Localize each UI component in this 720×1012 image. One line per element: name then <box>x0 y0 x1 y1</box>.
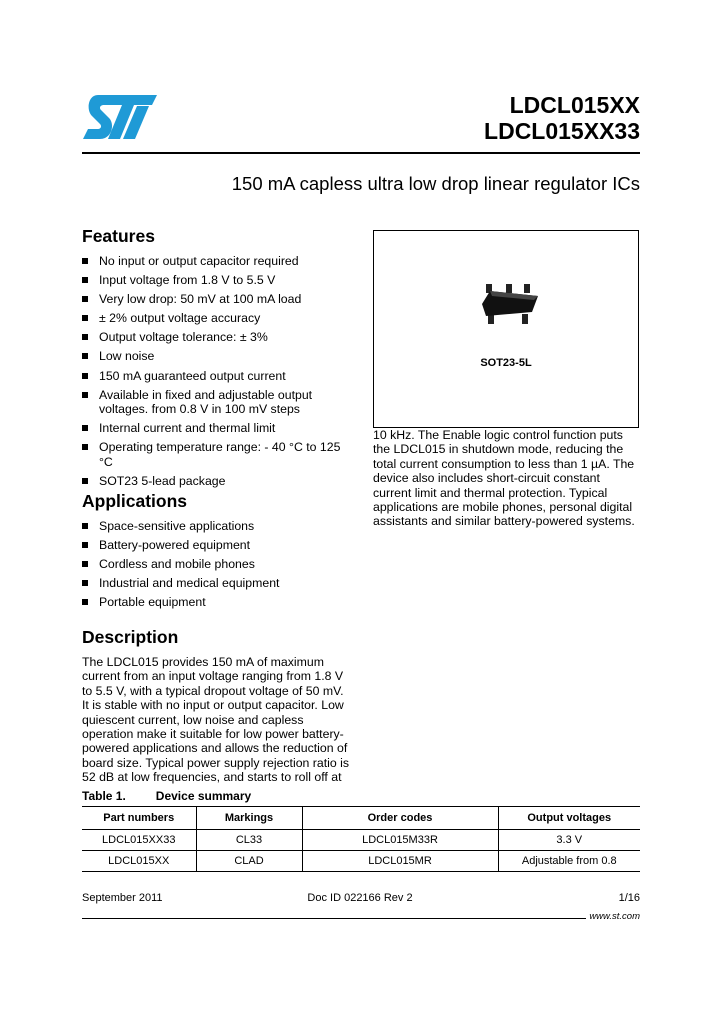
table-cell: 3.3 V <box>498 830 640 851</box>
bullet-icon <box>82 580 88 586</box>
description-right-text: 10 kHz. The Enable logic control function puts the LDCL015 in shutdown mode, reducing the total current consumption to less than 1 µA. The device also includes short-circuit constant current limit and thermal protection. Typical applications are mobile phones, personal digital assistants and similar battery-powered systems. <box>373 428 635 529</box>
features-list <box>82 254 352 488</box>
bullet-icon <box>82 258 88 264</box>
bullet-icon <box>82 392 88 398</box>
bullet-icon <box>82 334 88 340</box>
bullet-icon <box>82 296 88 302</box>
description-left-text: The LDCL015 provides 150 mA of maximum current from an input voltage ranging from 1.8 V to 5.5 V, with a typical dropout voltage of 50 mV. It is stable with no input or output capacitor. Low quiescent current, low noise and capless operation make it suitable for low power battery-powered applications and allows the reduction of board size. Typical power supply rejection ratio is 52 dB at low frequencies, and starts to roll off at <box>82 655 350 785</box>
description-heading: Description <box>82 627 179 647</box>
list-item: SOT23 5-lead package <box>82 474 352 489</box>
list-item: Available in fixed and adjustable output voltages. from 0.8 V in 100 mV steps <box>82 388 352 417</box>
table-cell: LDCL015M33R <box>302 830 498 851</box>
bullet-icon <box>82 315 88 321</box>
bullet-icon <box>82 523 88 529</box>
table-cell: CL33 <box>196 830 302 851</box>
bullet-icon <box>82 277 88 283</box>
table-cell: Adjustable from 0.8 <box>498 851 640 872</box>
bullet-icon <box>82 478 88 484</box>
footer-rule <box>82 918 640 919</box>
list-item: Cordless and mobile phones <box>82 557 352 572</box>
table-cell: LDCL015MR <box>302 851 498 872</box>
list-item: Space-sensitive applications <box>82 519 352 534</box>
list-item: Low noise <box>82 349 352 364</box>
header-rule <box>82 152 640 154</box>
table-title: Device summary <box>155 789 252 803</box>
st-logo <box>82 94 158 140</box>
header-part-numbers: Part numbers <box>82 807 196 830</box>
list-item: Industrial and medical equipment <box>82 576 352 591</box>
sot23-package-icon <box>478 282 542 326</box>
footer-doc-id: Doc ID 022166 Rev 2 <box>307 892 413 904</box>
bullet-icon <box>82 425 88 431</box>
table-label: Table 1. <box>82 789 126 803</box>
table-cell: LDCL015XX33 <box>82 830 196 851</box>
list-item: Output voltage tolerance: ± 3% <box>82 330 352 345</box>
features-heading: Features <box>82 226 155 246</box>
list-item: Battery-powered equipment <box>82 538 352 553</box>
list-item: 150 mA guaranteed output current <box>82 369 352 384</box>
bullet-icon <box>82 561 88 567</box>
list-item: Internal current and thermal limit <box>82 421 352 436</box>
package-label: SOT23-5L <box>480 357 532 369</box>
table-header-row <box>82 807 640 830</box>
table-caption <box>82 789 251 803</box>
list-item: ± 2% output voltage accuracy <box>82 311 352 326</box>
header-output-voltages: Output voltages <box>498 807 640 830</box>
list-item: Operating temperature range: - 40 °C to 125 °C <box>82 440 352 469</box>
bullet-icon <box>82 444 88 450</box>
list-item: Very low drop: 50 mV at 100 mA load <box>82 292 352 307</box>
device-summary-table <box>82 806 640 872</box>
bullet-icon <box>82 599 88 605</box>
part-number-primary: LDCL015XX <box>509 92 640 118</box>
bullet-icon <box>82 373 88 379</box>
bullet-icon <box>82 353 88 359</box>
bullet-icon <box>82 542 88 548</box>
table-cell: LDCL015XX <box>82 851 196 872</box>
footer-date: September 2011 <box>82 892 163 904</box>
list-item: Portable equipment <box>82 595 352 610</box>
applications-heading: Applications <box>82 491 188 511</box>
applications-list <box>82 519 352 610</box>
page-subtitle: 150 mA capless ultra low drop linear regulator ICs <box>231 173 640 194</box>
table-row <box>82 851 640 872</box>
header-markings: Markings <box>196 807 302 830</box>
list-item: Input voltage from 1.8 V to 5.5 V <box>82 273 352 288</box>
part-number-secondary: LDCL015XX33 <box>484 118 640 144</box>
list-item: No input or output capacitor required <box>82 254 352 269</box>
table-cell: CLAD <box>196 851 302 872</box>
footer-url[interactable]: www.st.com <box>586 911 640 922</box>
table-row <box>82 830 640 851</box>
header-order-codes: Order codes <box>302 807 498 830</box>
package-figure <box>373 230 639 428</box>
footer-page-number: 1/16 <box>618 892 640 904</box>
